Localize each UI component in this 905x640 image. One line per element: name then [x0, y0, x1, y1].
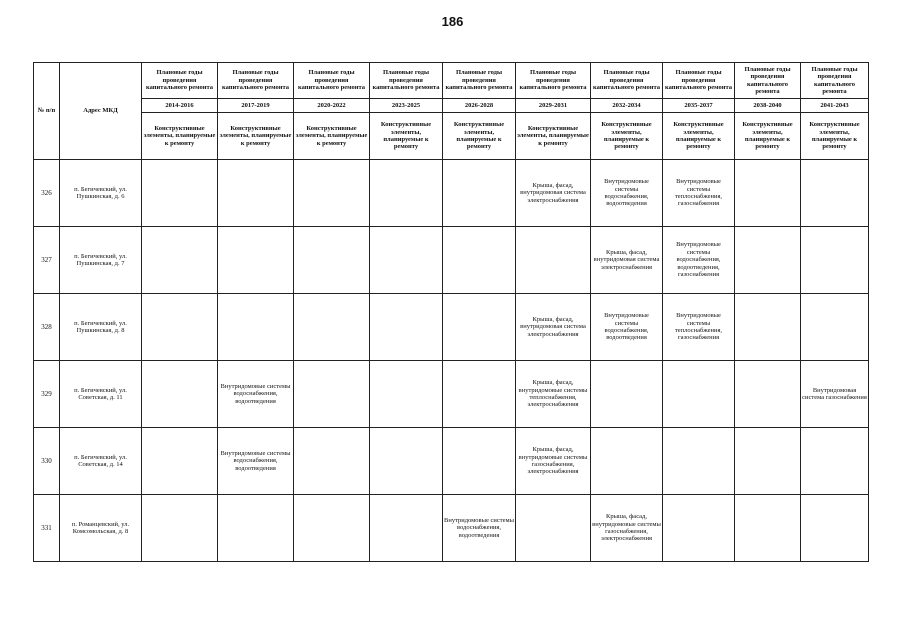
header-elements: Конструктивные элементы, планируемые к ремонту	[142, 113, 218, 160]
row-address: п. Бегичевский, ул. Советская, д. 14	[60, 428, 142, 495]
works-cell	[218, 495, 294, 562]
table-row	[34, 160, 869, 227]
row-number: 330	[34, 428, 60, 495]
works-cell	[142, 428, 218, 495]
works-cell	[735, 227, 801, 294]
works-cell	[801, 160, 869, 227]
header-planned-years: Плановые годы проведения капитального ремонта	[294, 63, 370, 99]
works-cell: Внутридомовые системы водоснабжения, водоотведения	[218, 428, 294, 495]
table-row	[34, 495, 869, 562]
works-cell	[294, 294, 370, 361]
works-cell: Внутридомовые системы водоснабжения, водоотведения, газоснабжения	[663, 227, 735, 294]
works-cell	[370, 160, 443, 227]
table-row	[34, 227, 869, 294]
table-row	[34, 294, 869, 361]
header-period: 2041-2043	[801, 99, 869, 113]
works-cell	[516, 495, 591, 562]
row-number: 331	[34, 495, 60, 562]
works-cell	[294, 495, 370, 562]
header-period: 2020-2022	[294, 99, 370, 113]
works-cell: Крыша, фасад, внутридомовые системы газоснабжения, электроснабжения	[516, 428, 591, 495]
header-elements: Конструктивные элементы, планируемые к ремонту	[370, 113, 443, 160]
works-cell: Внутридомовые системы водоснабжения, водоотведения	[591, 160, 663, 227]
works-cell	[443, 294, 516, 361]
works-cell	[801, 428, 869, 495]
works-cell	[735, 294, 801, 361]
header-period: 2014-2016	[142, 99, 218, 113]
header-planned-years: Плановые годы проведения капитального ремонта	[735, 63, 801, 99]
header-planned-years: Плановые годы проведения капитального ремонта	[142, 63, 218, 99]
row-address: п. Бегичевский, ул. Советская, д. 11	[60, 361, 142, 428]
row-number: 326	[34, 160, 60, 227]
header-elements: Конструктивные элементы, планируемые к ремонту	[516, 113, 591, 160]
header-planned-years: Плановые годы проведения капитального ремонта	[218, 63, 294, 99]
works-cell	[294, 227, 370, 294]
works-cell	[801, 495, 869, 562]
works-cell	[218, 294, 294, 361]
header-period: 2017-2019	[218, 99, 294, 113]
header-elements: Конструктивные элементы, планируемые к ремонту	[801, 113, 869, 160]
works-cell: Внутридомовые системы теплоснабжения, газоснабжения	[663, 294, 735, 361]
table-row	[34, 361, 869, 428]
works-cell: Внутридомовые системы водоснабжения, водоотведения	[443, 495, 516, 562]
works-cell	[735, 428, 801, 495]
works-cell	[591, 361, 663, 428]
header-period: 2023-2025	[370, 99, 443, 113]
works-cell: Внутридомовая система газоснабжения	[801, 361, 869, 428]
row-address: п. Бегичевский, ул. Пушкинская, д. 8	[60, 294, 142, 361]
works-cell	[218, 160, 294, 227]
works-cell	[735, 160, 801, 227]
works-cell	[370, 428, 443, 495]
works-cell	[370, 361, 443, 428]
row-address: п. Бегичевский, ул. Пушкинская, д. 6	[60, 160, 142, 227]
header-planned-years: Плановые годы проведения капитального ремонта	[801, 63, 869, 99]
works-cell	[663, 495, 735, 562]
works-cell	[294, 361, 370, 428]
works-cell	[443, 428, 516, 495]
row-address: п. Романцевский, ул. Комсомольская, д. 8	[60, 495, 142, 562]
header-period: 2029-2031	[516, 99, 591, 113]
works-cell	[294, 428, 370, 495]
works-cell	[735, 361, 801, 428]
header-planned-years: Плановые годы проведения капитального ремонта	[516, 63, 591, 99]
works-cell: Крыша, фасад, внутридомовая система электроснабжения	[516, 294, 591, 361]
capital-repair-schedule-table	[33, 62, 869, 562]
works-cell	[735, 495, 801, 562]
works-cell	[142, 294, 218, 361]
header-elements: Конструктивные элементы, планируемые к ремонту	[735, 113, 801, 160]
works-cell	[370, 294, 443, 361]
header-elements: Конструктивные элементы, планируемые к ремонту	[294, 113, 370, 160]
header-elements: Конструктивные элементы, планируемые к ремонту	[663, 113, 735, 160]
works-cell	[142, 495, 218, 562]
works-cell	[663, 428, 735, 495]
header-planned-years: Плановые годы проведения капитального ремонта	[663, 63, 735, 99]
works-cell	[218, 227, 294, 294]
header-elements: Конструктивные элементы, планируемые к ремонту	[443, 113, 516, 160]
header-period: 2026-2028	[443, 99, 516, 113]
header-period: 2035-2037	[663, 99, 735, 113]
works-cell	[443, 361, 516, 428]
header-num: № п/п	[34, 63, 60, 160]
works-cell	[516, 227, 591, 294]
works-cell	[142, 160, 218, 227]
works-cell: Крыша, фасад, внутридомовая система электроснабжения	[591, 227, 663, 294]
row-number: 328	[34, 294, 60, 361]
works-cell	[663, 361, 735, 428]
header-planned-years: Плановые годы проведения капитального ремонта	[370, 63, 443, 99]
works-cell	[294, 160, 370, 227]
works-cell: Крыша, фасад, внутридомовые системы теплоснабжения, электроснабжения	[516, 361, 591, 428]
works-cell	[801, 227, 869, 294]
works-cell: Внутридомовые системы теплоснабжения, газоснабжения	[663, 160, 735, 227]
header-address: Адрес МКД	[60, 63, 142, 160]
table-header	[34, 63, 869, 160]
row-address: п. Бегичевский, ул. Пушкинская, д. 7	[60, 227, 142, 294]
header-period: 2032-2034	[591, 99, 663, 113]
works-cell: Крыша, фасад, внутридомовые системы газоснабжения, электроснабжения	[591, 495, 663, 562]
works-cell: Крыша, фасад, внутридомовая система электроснабжения	[516, 160, 591, 227]
table-row	[34, 428, 869, 495]
header-planned-years: Плановые годы проведения капитального ремонта	[443, 63, 516, 99]
row-number: 327	[34, 227, 60, 294]
works-cell	[370, 495, 443, 562]
row-number: 329	[34, 361, 60, 428]
header-period: 2038-2040	[735, 99, 801, 113]
header-elements: Конструктивные элементы, планируемые к ремонту	[218, 113, 294, 160]
works-cell	[142, 361, 218, 428]
works-cell: Внутридомовые системы водоснабжения, водоотведения	[591, 294, 663, 361]
header-planned-years: Плановые годы проведения капитального ремонта	[591, 63, 663, 99]
works-cell	[142, 227, 218, 294]
works-cell	[370, 227, 443, 294]
works-cell	[443, 227, 516, 294]
works-cell	[801, 294, 869, 361]
page-number: 186	[441, 14, 464, 29]
works-cell	[591, 428, 663, 495]
works-cell	[443, 160, 516, 227]
header-elements: Конструктивные элементы, планируемые к ремонту	[591, 113, 663, 160]
table-body	[34, 160, 869, 562]
works-cell: Внутридомовые системы водоснабжения, водоотведения	[218, 361, 294, 428]
